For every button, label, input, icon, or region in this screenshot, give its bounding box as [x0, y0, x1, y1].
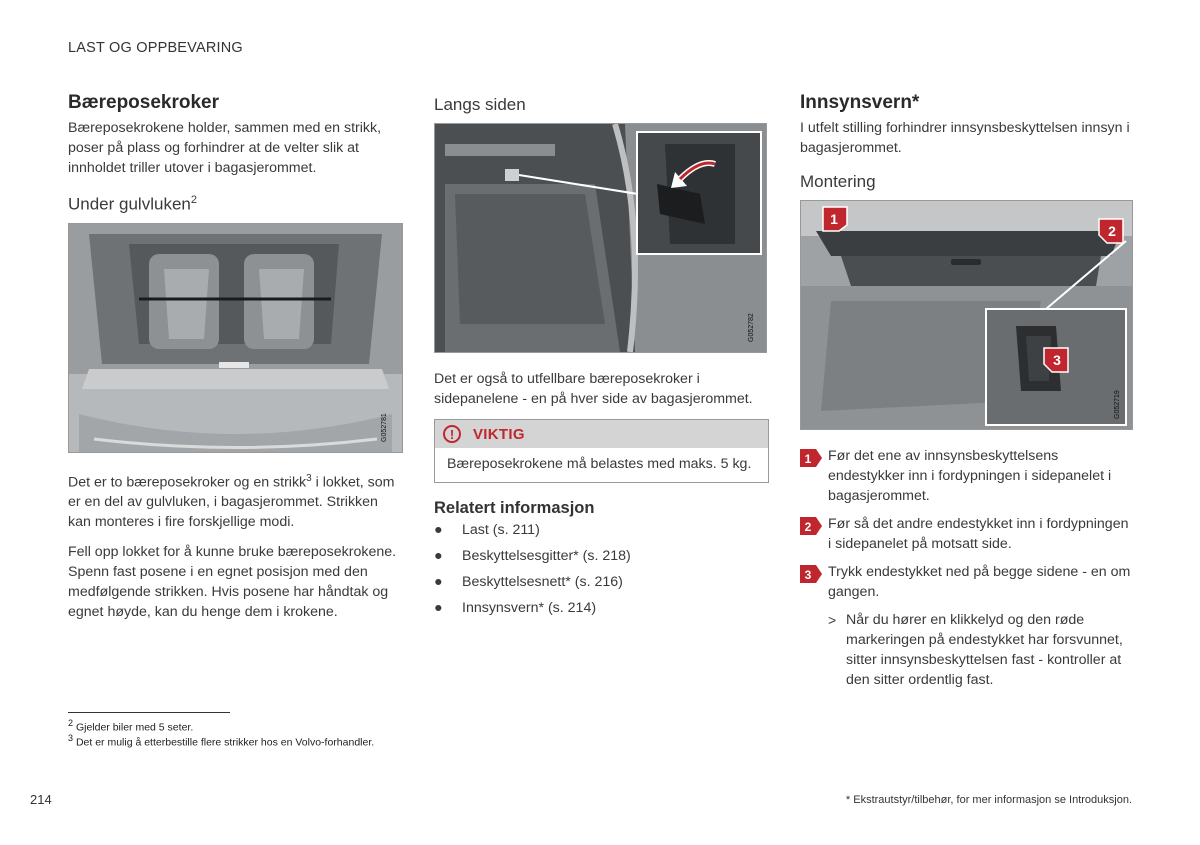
footnote-ref: 3: [306, 472, 312, 484]
list-item[interactable]: [434, 546, 769, 566]
subsection-title-text: Under gulvluken: [68, 194, 191, 214]
related-link[interactable]: Beskyttelsesgitter* (s. 218): [462, 548, 631, 564]
warning-header: [435, 420, 768, 448]
column-side-hooks: [434, 92, 769, 624]
figure-side-hook: [434, 123, 767, 353]
footer-note: * Ekstrautstyr/tilbehør, for mer informasjon se Introduksjon.: [845, 794, 1132, 806]
side-hook-illustration: [435, 124, 766, 352]
callout-2-icon: [1099, 219, 1123, 243]
step-1-icon: [800, 449, 822, 467]
trunk-floor-illustration: [69, 224, 402, 452]
bullet-icon: ●: [434, 522, 443, 538]
related-link[interactable]: Innsynsvern* (s. 214): [462, 600, 597, 616]
figure-code: G052719: [1114, 390, 1121, 419]
step-list: [800, 446, 1135, 690]
section-title-privacy-cover: Innsynsvern*: [800, 92, 920, 113]
result-arrow-icon: >: [828, 612, 837, 628]
step-text: Før så det andre endestykket inn i fordypningen i sidepanelet på motsatt side.: [828, 516, 1129, 552]
result-text: Når du hører en klikkelyd og den røde markeringen på endestykket har forsvunnet, sitter innsynsbeskyttelsen fast - kontroller at den sitter ordentlig fast.: [846, 612, 1123, 688]
step-text: Trykk endestykket ned på begge sidene - en om gangen.: [828, 564, 1131, 600]
column-privacy-cover: [800, 92, 1135, 690]
footnote-divider: [68, 712, 230, 713]
footnote-text: Gjelder biler med 5 seter.: [75, 721, 194, 734]
figure-mounting: [800, 200, 1133, 430]
intro-text: Bæreposekrokene holder, sammen med en strikk, poser på plass og forhindrer at de velter slik at innholdet triller utover i bagasjerommet.: [68, 120, 382, 176]
footnote-2: [68, 718, 193, 734]
column-bag-hooks: [68, 92, 403, 632]
footnote-number: 3: [68, 733, 74, 743]
warning-icon: !: [443, 425, 461, 443]
paragraph-hooks-in-lid: [68, 469, 403, 533]
paragraph-usage: Fell opp lokket for å kunne bruke bæreposekrokene. Spenn fast posene i en egnet posisjon med den medfølgende strikken. Hvis posene har håndtak og egnet høyde, kan du henge dem i krokene.: [68, 544, 397, 621]
figure-code: G052781: [381, 412, 388, 442]
svg-text:2: 2: [1108, 223, 1116, 239]
paragraph-text: Det er to bæreposekroker og en strikk: [68, 474, 307, 491]
mounting-illustration: [801, 201, 1132, 429]
callout-1-icon: [823, 207, 847, 231]
svg-text:1: 1: [804, 452, 812, 466]
warning-text: Bæreposekrokene må belastes med maks. 5 kg.: [447, 456, 752, 472]
warning-title: VIKTIG: [473, 425, 525, 443]
footnote-ref: 2: [190, 194, 197, 206]
step-item: [800, 514, 1135, 554]
subsection-title-side: Langs siden: [434, 95, 526, 114]
subsection-title-under-floor: [68, 194, 403, 215]
related-link[interactable]: Beskyttelsesnett* (s. 216): [462, 574, 623, 590]
list-item[interactable]: [434, 520, 769, 540]
list-item[interactable]: [434, 572, 769, 592]
figure-code: G052782: [748, 313, 755, 342]
figure-trunk-floor: [68, 223, 403, 453]
step-result: [800, 610, 1135, 690]
svg-text:2: 2: [804, 520, 812, 534]
step-item: [800, 562, 1135, 602]
paragraph-side-hooks: Det er også to utfellbare bæreposekroker i sidepanelene - en på hver side av bagasjerommet.: [434, 371, 753, 407]
step-item: [800, 446, 1135, 506]
svg-text:3: 3: [1053, 352, 1061, 368]
footnote-3: [68, 733, 374, 749]
section-title-bag-hooks: Bæreposekroker: [68, 92, 220, 113]
step-text: Før det ene av innsynsbeskyttelsens endestykker inn i fordypningen i sidepanelet i bagasjerommet.: [828, 448, 1112, 504]
footnote-number: 2: [68, 718, 74, 728]
intro-text: I utfelt stilling forhindrer innsynsbeskyttelsen innsyn i bagasjerommet.: [800, 120, 1130, 156]
bullet-icon: ●: [434, 600, 443, 616]
page-number: 214: [30, 792, 52, 807]
bullet-icon: ●: [434, 574, 443, 590]
svg-text:3: 3: [804, 568, 812, 582]
paragraph-text: i lokket, som er en del av gulvluken, i bagasjerommet. Strikken kan monteres i fire forskjellige modi.: [68, 474, 395, 531]
step-3-icon: [800, 565, 822, 583]
bullet-icon: ●: [434, 548, 443, 564]
step-2-icon: [800, 517, 822, 535]
related-link[interactable]: Last (s. 211): [462, 522, 540, 538]
footnote-text: Det er mulig å etterbestille flere strikker hos en Volvo-forhandler.: [75, 736, 375, 749]
subsection-title-mounting: Montering: [800, 172, 876, 191]
related-info-title: Relatert informasjon: [434, 499, 595, 517]
running-header: LAST OG OPPBEVARING: [68, 40, 243, 56]
warning-box: [434, 419, 769, 483]
svg-text:1: 1: [830, 211, 838, 227]
list-item[interactable]: [434, 598, 769, 618]
related-info-list: [434, 520, 769, 618]
callout-3-icon: [1044, 348, 1068, 372]
